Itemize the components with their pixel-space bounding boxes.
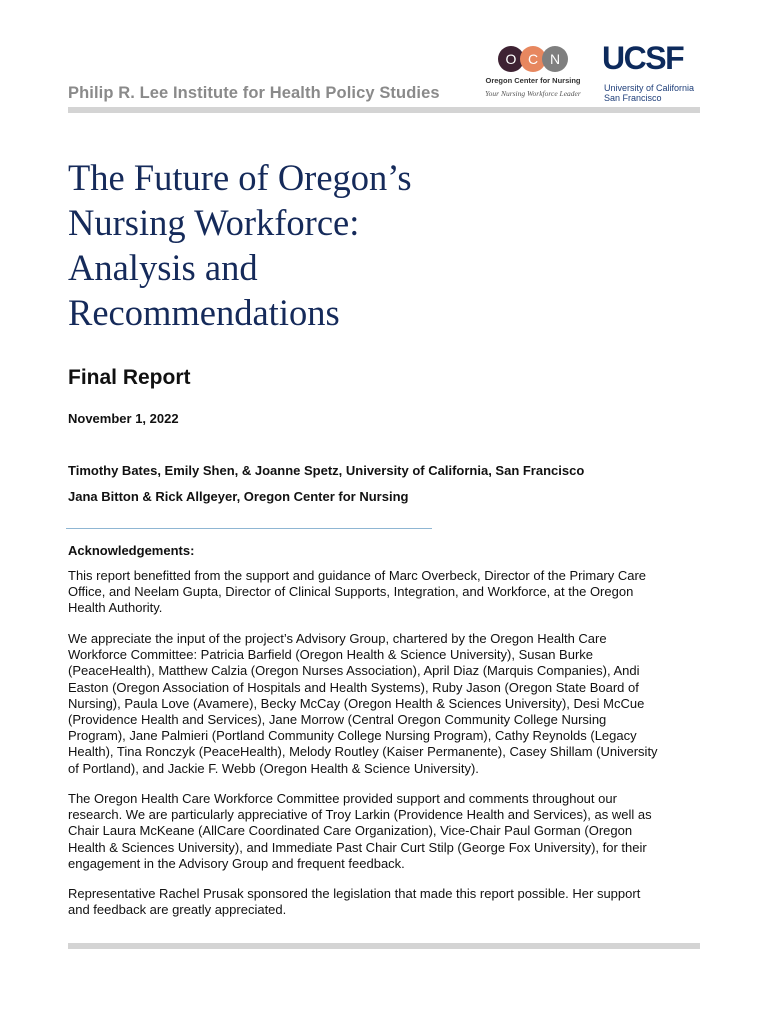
report-date: November 1, 2022 [68, 411, 179, 426]
paragraph-line: research. We are particularly appreciative of Troy Larkin (Providence Health and Services), as well as [68, 807, 652, 823]
title-line: The Future of Oregon’s [68, 157, 412, 198]
paragraph-line: Workforce Committee: Patricia Barfield (Oregon Health & Science University), Susan Burke [68, 647, 594, 663]
ocn-logo-c: C [520, 46, 546, 72]
paragraph-line: The Oregon Health Care Workforce Committee provided support and comments throughout our [68, 791, 617, 806]
acknowledgements-heading: Acknowledgements: [68, 543, 195, 558]
ocn-logo-o: O [498, 46, 524, 72]
authors-ucsf: Timothy Bates, Emily Shen, & Joanne Spetz, University of California, San Francisco [68, 463, 585, 478]
title-line: Recommendations [68, 292, 340, 333]
ocn-logo-circles [498, 44, 570, 74]
footer-divider [68, 943, 700, 949]
paragraph-line: Health & Sciences University), and Immediate Past Chair Curt Stilp (George Fox University), for their [68, 839, 647, 855]
ucsf-logo-line1: University of California [604, 83, 695, 93]
paragraph-line: Easton (Oregon Association of Hospitals and Health Systems), Ruby Jason (Oregon State Board of [68, 679, 639, 695]
ucsf-logo-line2: San Francisco [604, 93, 662, 103]
acknowledgements-paragraph-2 [68, 631, 704, 777]
authors-ocn: Jana Bitton & Rick Allgeyer, Oregon Center for Nursing [68, 489, 409, 504]
ucsf-logo-subtitle [604, 83, 694, 103]
paragraph-line: Nursing), Paula Love (Avamere), Becky McCay (Oregon Health & Sciences University), Desi McCue [68, 695, 645, 711]
paragraph-line: Health), Tina Ronczyk (PeaceHealth), Melody Routley (Kaiser Permanente), Casey Shillam (University [68, 744, 658, 760]
acknowledgements-paragraph-3 [68, 791, 704, 872]
paragraph-line: (Providence Health and Services), Jane Morrow (Central Oregon Community College Nursing [68, 712, 607, 728]
header-divider [68, 107, 700, 113]
title-line: Analysis and [68, 247, 258, 288]
paragraph-line: This report benefitted from the support and guidance of Marc Overbeck, Director of the Primary Care [68, 568, 647, 583]
paragraph-line: We appreciate the input of the project’s Advisory Group, chartered by the Oregon Health Care [68, 631, 607, 646]
section-divider [66, 528, 432, 529]
paragraph-line: Representative Rachel Prusak sponsored the legislation that made this report possible. Her support [68, 886, 641, 901]
ocn-logo-name: Oregon Center for Nursing [485, 76, 581, 85]
paragraph-line: Health Authority. [68, 600, 163, 616]
report-subtitle: Final Report [68, 366, 191, 389]
paragraph-line: Office, and Neelam Gupta, Director of Clinical Supports, Integration, and Workforce, at the Oregon [68, 584, 634, 600]
paragraph-line: Chair Laura McKeane (AllCare Coordinated Care Organization), Vice-Chair Paul Gorman (Oregon [68, 823, 633, 839]
paragraph-line: and feedback are greatly appreciated. [68, 902, 287, 918]
acknowledgements-paragraph-1 [68, 568, 704, 617]
paragraph-line: engagement in the Advisory Group and frequent feedback. [68, 855, 405, 871]
ucsf-logo [602, 40, 712, 106]
ucsf-logo-mark: UCSF [602, 40, 684, 76]
institute-name: Philip R. Lee Institute for Health Policy Studies [68, 84, 440, 102]
acknowledgements-paragraph-4 [68, 886, 704, 918]
title-line: Nursing Workforce: [68, 202, 360, 243]
paragraph-line: of Portland), and Jackie F. Webb (Oregon Health & Science University). [68, 760, 479, 776]
report-title [68, 155, 588, 335]
paragraph-line: (PeaceHealth), Matthew Calzia (Oregon Nurses Association), April Diaz (Marquis Companies), Andi [68, 663, 640, 679]
ocn-logo [474, 44, 592, 102]
ocn-logo-tagline: Your Nursing Workforce Leader [485, 89, 581, 98]
ocn-logo-n: N [542, 46, 568, 72]
paragraph-line: Program), Jane Palmieri (Portland Community College Nursing Program), Cathy Reynolds (Legacy [68, 728, 637, 744]
